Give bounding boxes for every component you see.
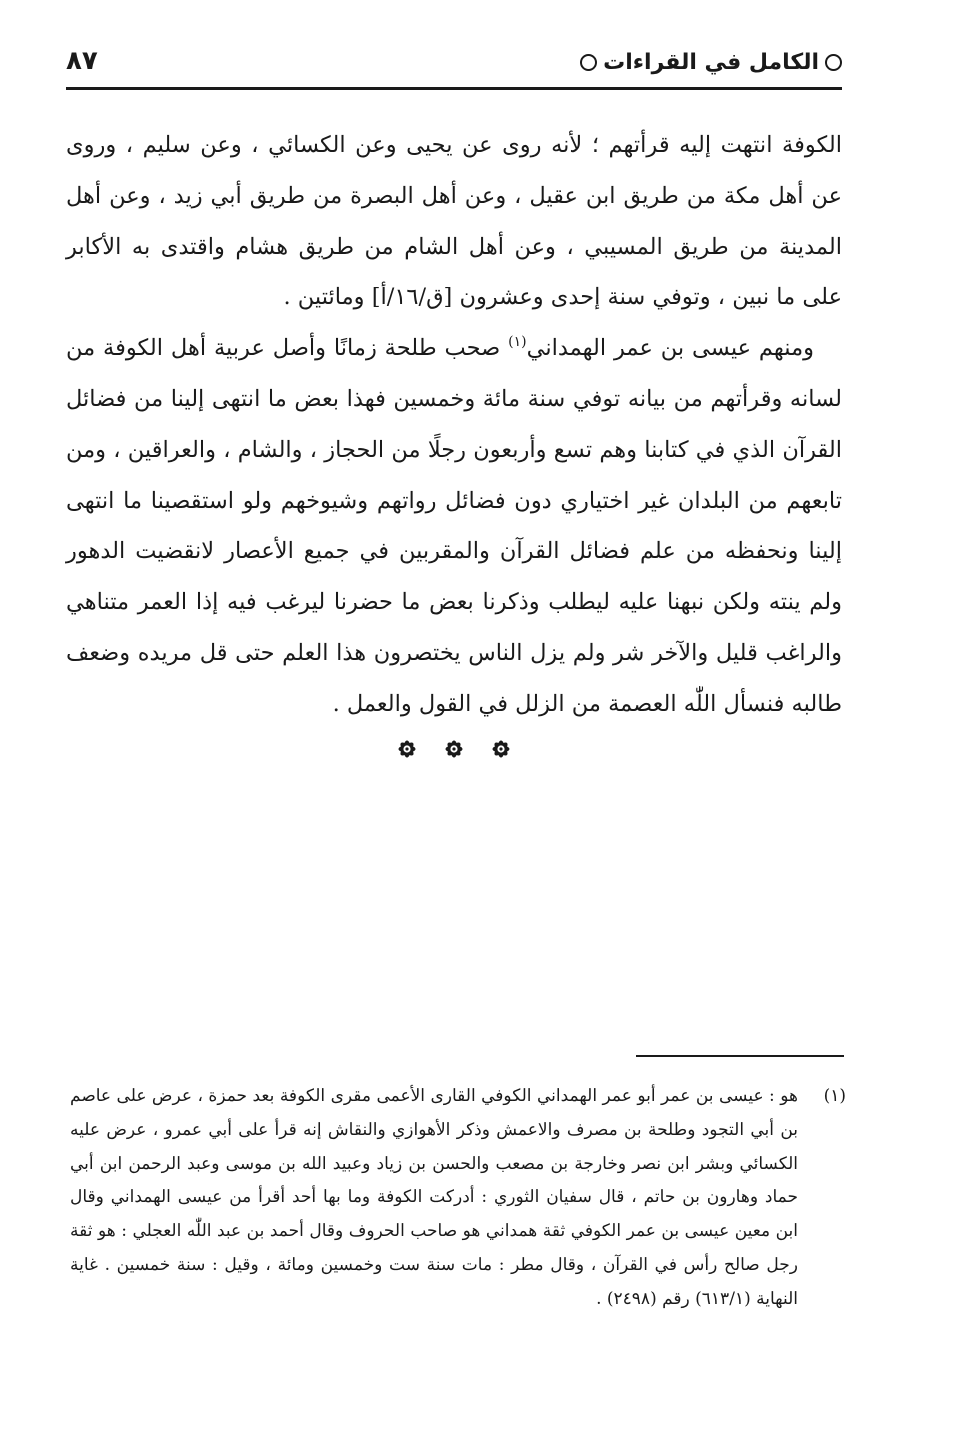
eight-petal-flower-icon [441, 736, 467, 762]
header-title [580, 50, 842, 75]
running-header [66, 42, 842, 90]
main-text [66, 120, 842, 730]
paragraph-2-lead: ومنهم عيسى بن عمر الهمداني [526, 335, 814, 362]
paragraph-2-text: صحب طلحة زمانًا وأصل عربية أهل الكوفة من لسانه وقرأتهم من بيانه توفي سنة مائة وخمسين فهذا بعض ما انتهى إلينا من فضائل القرآن الذي في كتابنا وهم تسع وأربعون رجلًا من الحجاز ، والشام ، والعراقين ، ومن تابعهم من البلدان غير اختياري دون فضائل رواتهم وشيوخهم ولو استقصينا ما انتهى إلينا ونحفظه من علم فضائل القرآن والمقربين في جميع الأعصار لانقضيت الدهور ولم ينته ولكن نبهنا عليه ليطلب وذكرنا بعض ما حضرنا ليرغب فيه إذا العمر متناهي والراغب قليل والآخر شر ولم يزل الناس يختصرون هذا العلم حتى قل مريده وضعف طالبه فنسأل اللّٰه العصمة من الزلل في القول والعمل . [66, 335, 842, 717]
eight-petal-flower-icon [488, 736, 514, 762]
footnote [70, 1080, 846, 1317]
page-number: ٨٧ [66, 46, 98, 76]
footnote-marker: (١) [823, 1086, 846, 1106]
paragraph-1: الكوفة انتهت إليه قرأتهم ؛ لأنه روى عن يحيى وعن الكسائي ، وعن سليم ، وروى عن أهل مكة من طريق ابن عقيل ، وعن أهل البصرة من طريق أبي زيد ، وعن أهل المدينة من طريق المسيبي ، وعن أهل الشام من طريق هشام واقتدى به الأكابر على ما نبين ، وتوفي سنة إحدى وعشرون [ق/١٦/أ] ومائتين . [66, 132, 842, 311]
book-title: الكامل في القراءات [603, 50, 819, 75]
footnote-reference: (١) [508, 334, 527, 351]
footnote-separator [636, 1055, 844, 1057]
section-end-ornaments [394, 736, 514, 762]
eight-petal-flower-icon [394, 736, 420, 762]
header-rule [66, 87, 842, 90]
footnote-text: هو : عيسى بن عمر أبو عمر الهمداني الكوفي القارى الأعمى مقرى الكوفة بعد حمزة ، عرض على عاصم بن أبي التجود وطلحة بن مصرف والاعمش وذكر الأهوازي والنقاش إنه قرأ على أبي عمرو ، عرض عليه الكسائي وبشر ابن نصر وخارجة بن مصعب والحسن بن زياد وعبيد الله بن موسى وعبد الرحمن ابن أبي حماد وهارون بن حاتم ، قال سفيان الثوري : أدركت الكوفة وما بها أحد أقرأ من عيسى الهمداني وقال ابن معين عيسى بن عمر الكوفي ثقة همداني هو صاحب الحروف وقال أحمد بن عبد اللّٰه العجلي : هو ثقة رجل صالح رأس في القرآن ، وقال مطر : مات سنة ست وخمسين ومائة ، وقيل : سنة خمسين . غاية النهاية (٦١٣/١) رقم (٢٤٩٨) . [70, 1086, 798, 1309]
ring-icon [580, 54, 597, 71]
paragraph-2 [66, 323, 842, 729]
ring-icon [825, 54, 842, 71]
